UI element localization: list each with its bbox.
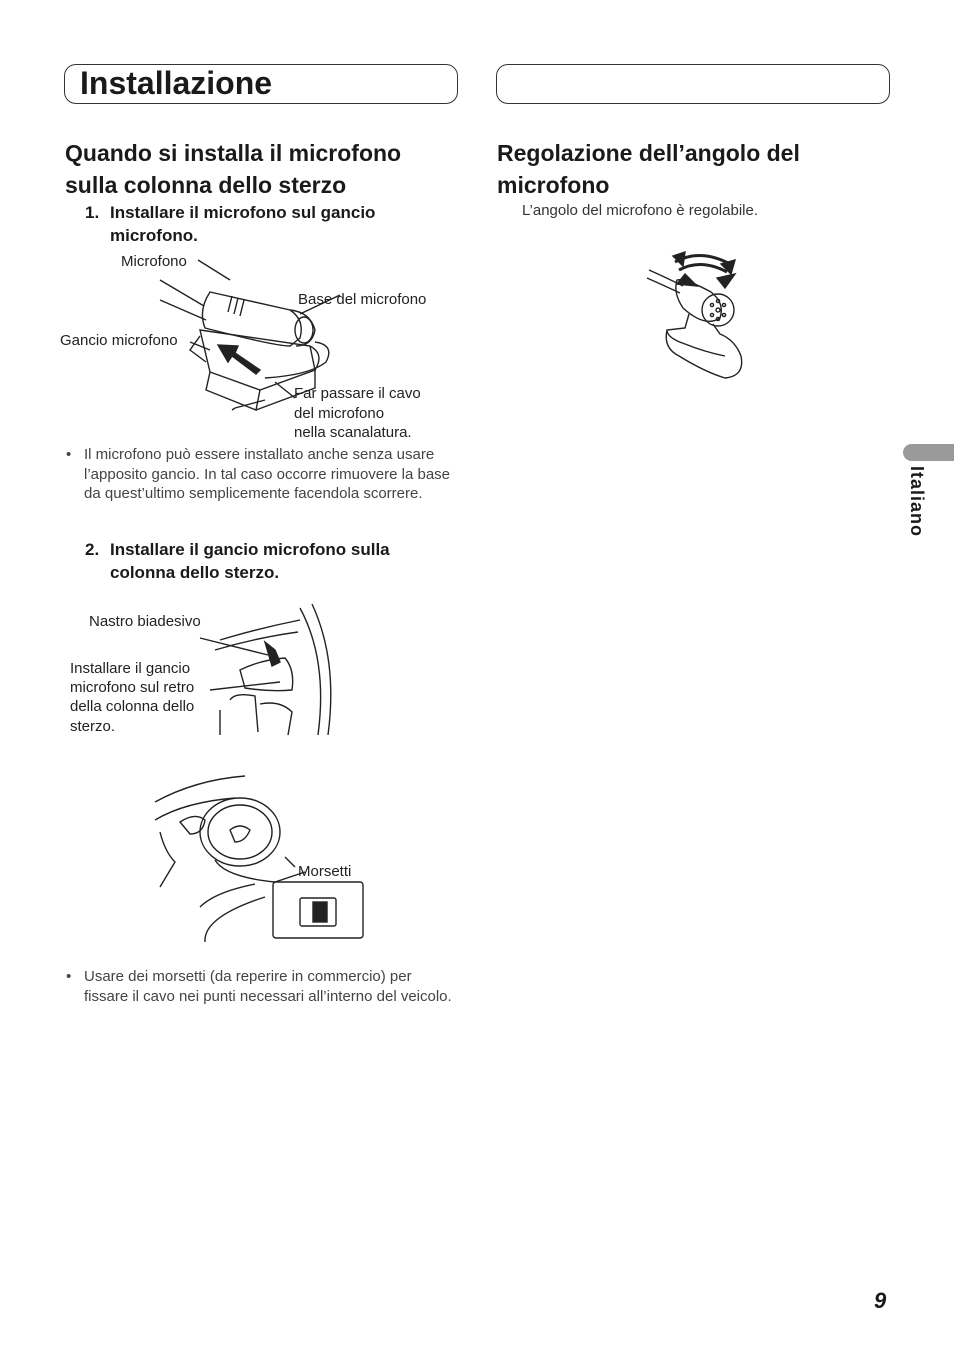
- mic-angle-illustration: [645, 248, 745, 388]
- bullet-dot: •: [66, 446, 72, 463]
- label-nastro-biadesivo: Nastro biadesivo: [89, 613, 201, 630]
- label-cavo-line1: Far passare il cavo: [294, 385, 421, 402]
- steering-column-illustration: [200, 600, 335, 740]
- bullet-clamps-text: Usare dei morsetti (da reperire in commercio) per fissare il cavo nei punti necessari all’interno del veicolo.: [84, 968, 452, 1005]
- step-1-text: Installare il microfono sul gancio microfono.: [110, 203, 376, 245]
- label-cavo-line2: del microfono: [294, 405, 385, 422]
- label-install-line4: sterzo.: [70, 718, 116, 735]
- label-install-line1: Installare il gancio: [70, 660, 191, 677]
- bullet-dot: •: [66, 968, 72, 985]
- language-tab: [903, 444, 954, 461]
- language-tab-label: Italiano: [907, 466, 927, 538]
- section-heading-angle: Regolazione dell’angolo del microfono: [497, 140, 800, 198]
- label-microfono: Microfono: [121, 253, 187, 270]
- angle-description: L’angolo del microfono è regolabile.: [522, 202, 758, 219]
- bullet-no-clip-text: Il microfono può essere installato anche senza usare l’apposito gancio. In tal caso occorre rimuovere la base da quest’ultimo semplicemente facendola scorrere.: [84, 446, 451, 502]
- section-heading-steering: Quando si installa il microfono sulla colonna dello sterzo: [65, 140, 402, 198]
- label-base-microfono: Base del microfono: [298, 291, 427, 308]
- page-title: Installazione: [80, 65, 273, 101]
- label-install-line2: microfono sul retro: [70, 679, 195, 696]
- label-gancio-microfono: Gancio microfono: [60, 332, 178, 349]
- step-1-number: 1.: [85, 203, 100, 222]
- dashboard-clamps-illustration: [155, 772, 370, 944]
- bullet-clamps: [66, 967, 456, 1006]
- step-2-text: Installare il gancio microfono sulla colonna dello sterzo.: [110, 540, 390, 582]
- step-2: [85, 538, 450, 584]
- header-box-right: [496, 64, 890, 104]
- label-morsetti: Morsetti: [298, 863, 352, 880]
- step-1: [85, 201, 440, 247]
- page-number: 9: [874, 1288, 887, 1313]
- bullet-no-clip: [66, 445, 456, 504]
- step-2-number: 2.: [85, 540, 100, 559]
- label-install-line3: della colonna dello: [70, 698, 195, 715]
- label-cavo-line3: nella scanalatura.: [294, 424, 412, 441]
